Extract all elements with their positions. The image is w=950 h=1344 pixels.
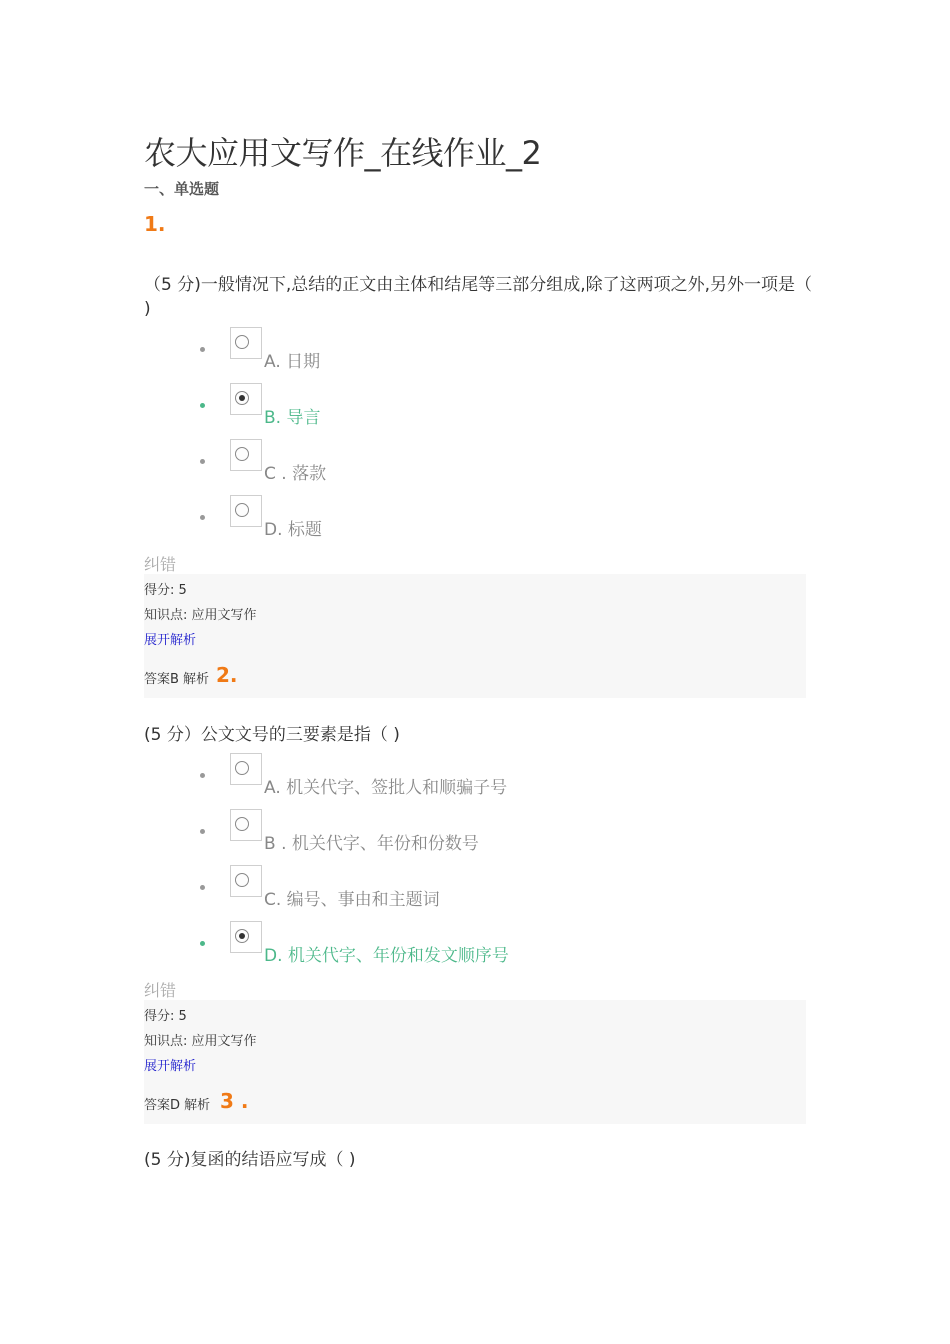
radio-button-icon[interactable]: [235, 873, 249, 887]
knowledge-point: 知识点: 应用文写作: [144, 1034, 257, 1049]
radio-frame[interactable]: [230, 495, 262, 527]
option-label: D. 标题: [264, 520, 322, 540]
bullet-icon: [200, 347, 205, 352]
answer-text: 答案D 解析: [144, 1098, 211, 1113]
option-label: A. 机关代字、签批人和顺骗子号: [264, 778, 508, 798]
radio-frame[interactable]: [230, 439, 262, 471]
question-number: 3 .: [220, 1089, 249, 1113]
expand-analysis-link[interactable]: 展开解析: [144, 633, 197, 648]
bullet-icon: [200, 459, 205, 464]
radio-selected-icon[interactable]: [235, 929, 249, 943]
radio-selected-icon[interactable]: [235, 391, 249, 405]
report-error-link[interactable]: 纠错: [144, 981, 177, 1000]
radio-button-icon[interactable]: [235, 761, 249, 775]
score-text: 得分: 5: [144, 1009, 187, 1024]
question-text: （5 分)一般情况下,总结的正文由主体和结尾等三部分组成,除了这两项之外,另外一项是（ ): [144, 275, 813, 319]
radio-button-icon[interactable]: [235, 817, 249, 831]
option-label: B. 导言: [264, 408, 321, 428]
expand-analysis-link[interactable]: 展开解析: [144, 1059, 197, 1074]
radio-frame[interactable]: [230, 921, 262, 953]
radio-button-icon[interactable]: [235, 335, 249, 349]
bullet-icon: [200, 515, 205, 520]
bullet-icon: [200, 773, 205, 778]
option-a[interactable]: [200, 327, 700, 372]
knowledge-point: 知识点: 应用文写作: [144, 608, 257, 623]
question-number: 1.: [144, 212, 166, 236]
radio-frame[interactable]: [230, 809, 262, 841]
radio-frame[interactable]: [230, 383, 262, 415]
option-a[interactable]: [200, 753, 700, 798]
score-text: 得分: 5: [144, 583, 187, 598]
section-heading: 一、单选题: [144, 180, 220, 198]
bullet-icon: [200, 941, 205, 946]
bullet-icon: [200, 885, 205, 890]
option-label: B . 机关代字、年份和份数号: [264, 834, 479, 854]
radio-button-icon[interactable]: [235, 503, 249, 517]
question-text: (5 分）公文文号的三要素是指（ ): [144, 725, 400, 745]
radio-frame[interactable]: [230, 865, 262, 897]
option-d[interactable]: [200, 921, 700, 966]
option-d[interactable]: [200, 495, 700, 540]
question-number: 2.: [216, 663, 238, 687]
radio-frame[interactable]: [230, 327, 262, 359]
option-label: A. 日期: [264, 352, 321, 372]
option-c[interactable]: [200, 439, 700, 484]
option-c[interactable]: [200, 865, 700, 910]
option-b[interactable]: [200, 809, 700, 854]
radio-frame[interactable]: [230, 753, 262, 785]
report-error-link[interactable]: 纠错: [144, 555, 177, 574]
option-b[interactable]: [200, 383, 700, 428]
radio-button-icon[interactable]: [235, 447, 249, 461]
answer-panel: [144, 574, 806, 698]
question-text: (5 分)复函的结语应写成（ ): [144, 1150, 356, 1170]
bullet-icon: [200, 403, 205, 408]
option-label: C . 落款: [264, 464, 327, 484]
option-label: C. 编号、事由和主题词: [264, 890, 440, 910]
answer-text: 答案B 解析: [144, 672, 210, 687]
bullet-icon: [200, 829, 205, 834]
page-title: 农大应用文写作_在线作业_2: [144, 134, 542, 172]
option-label: D. 机关代字、年份和发文顺序号: [264, 946, 509, 966]
